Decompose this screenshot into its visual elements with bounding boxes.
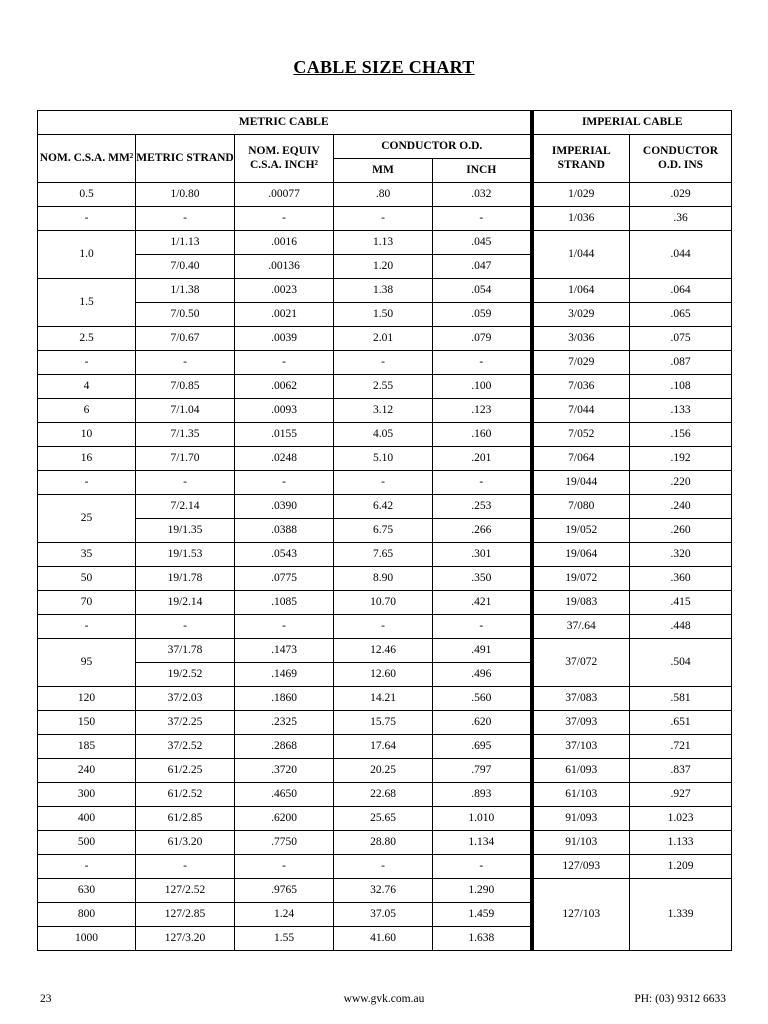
- table-row: [38, 423, 732, 447]
- conductor-inch-cell: .301: [433, 543, 532, 567]
- imperial-strand-cell: 61/103: [532, 783, 630, 807]
- metric-strand-cell: 61/2.25: [136, 759, 235, 783]
- conductor-inch-cell: -: [433, 615, 532, 639]
- imperial-strand-cell: 3/029: [532, 303, 630, 327]
- nom-csa-cell: 4: [38, 375, 136, 399]
- conductor-mm-cell: -: [334, 471, 433, 495]
- table-row: [38, 351, 732, 375]
- imperial-strand-cell: 127/103: [532, 879, 630, 951]
- conductor-od-ins-cell: .927: [630, 783, 732, 807]
- table-row: [38, 183, 732, 207]
- table-row: [38, 711, 732, 735]
- metric-strand-cell: 7/2.14: [136, 495, 235, 519]
- nom-csa-cell: 120: [38, 687, 136, 711]
- conductor-mm-cell: -: [334, 855, 433, 879]
- nom-csa-cell: 25: [38, 495, 136, 543]
- metric-strand-cell: 19/2.14: [136, 591, 235, 615]
- conductor-od-ins-cell: .360: [630, 567, 732, 591]
- nom-csa-cell: 240: [38, 759, 136, 783]
- metric-strand-cell: 127/2.52: [136, 879, 235, 903]
- table-row: [38, 639, 732, 663]
- conductor-od-ins-cell: .044: [630, 231, 732, 279]
- nom-equiv-cell: .4650: [235, 783, 334, 807]
- imperial-strand-cell: 19/052: [532, 519, 630, 543]
- nom-csa-cell: 2.5: [38, 327, 136, 351]
- conductor-mm-cell: 17.64: [334, 735, 433, 759]
- table-row: [38, 759, 732, 783]
- conductor-inch-cell: -: [433, 471, 532, 495]
- imperial-strand-cell: 7/080: [532, 495, 630, 519]
- metric-strand-cell: 7/0.67: [136, 327, 235, 351]
- nom-equiv-cell: -: [235, 855, 334, 879]
- nom-equiv-cell: .2868: [235, 735, 334, 759]
- nom-equiv-cell: .9765: [235, 879, 334, 903]
- nom-equiv-cell: .0023: [235, 279, 334, 303]
- conductor-od-ins-cell: .133: [630, 399, 732, 423]
- page-title: CABLE SIZE CHART: [293, 57, 475, 77]
- conductor-inch-cell: .123: [433, 399, 532, 423]
- nom-equiv-cell: -: [235, 351, 334, 375]
- table-row: [38, 543, 732, 567]
- nom-equiv-cell: .0016: [235, 231, 334, 255]
- conductor-mm-cell: 22.68: [334, 783, 433, 807]
- nom-equiv-cell: .1473: [235, 639, 334, 663]
- nom-csa-cell: 630: [38, 879, 136, 903]
- nom-equiv-cell: .7750: [235, 831, 334, 855]
- conductor-od-ins-cell: .504: [630, 639, 732, 687]
- nom-equiv-cell: 1.55: [235, 927, 334, 951]
- conductor-od-ins-cell: .156: [630, 423, 732, 447]
- phone-number: PH: (03) 9312 6633: [634, 993, 726, 1005]
- conductor-od-ins-cell: .240: [630, 495, 732, 519]
- table-row: [38, 375, 732, 399]
- imperial-strand-cell: 1/044: [532, 231, 630, 279]
- imperial-strand-cell: 37/.64: [532, 615, 630, 639]
- conductor-od-ins-cell: .721: [630, 735, 732, 759]
- nom-equiv-cell: -: [235, 471, 334, 495]
- table-row: [38, 735, 732, 759]
- metric-strand-cell: 19/1.35: [136, 519, 235, 543]
- nom-equiv-cell: .0775: [235, 567, 334, 591]
- conductor-inch-cell: 1.134: [433, 831, 532, 855]
- table-row: [38, 495, 732, 519]
- nom-csa-cell: 70: [38, 591, 136, 615]
- metric-strand-cell: -: [136, 351, 235, 375]
- conductor-od-ins-cell: .260: [630, 519, 732, 543]
- imperial-strand-cell: 1/029: [532, 183, 630, 207]
- nom-equiv-cell: .6200: [235, 807, 334, 831]
- conductor-mm-cell: 8.90: [334, 567, 433, 591]
- conductor-mm-cell: 12.60: [334, 663, 433, 687]
- metric-strand-cell: 7/1.04: [136, 399, 235, 423]
- conductor-inch-cell: .893: [433, 783, 532, 807]
- nom-csa-cell: 185: [38, 735, 136, 759]
- mm-header: MM: [334, 159, 433, 183]
- nom-csa-cell: -: [38, 207, 136, 231]
- nom-csa-cell: -: [38, 855, 136, 879]
- conductor-mm-cell: -: [334, 615, 433, 639]
- imperial-strand-cell: 91/093: [532, 807, 630, 831]
- table-body: [38, 183, 732, 951]
- conductor-inch-cell: .797: [433, 759, 532, 783]
- conductor-inch-cell: -: [433, 855, 532, 879]
- conductor-inch-cell: .100: [433, 375, 532, 399]
- nom-csa-cell: 0.5: [38, 183, 136, 207]
- conductor-od-ins-cell: .065: [630, 303, 732, 327]
- imperial-strand-cell: 19/083: [532, 591, 630, 615]
- conductor-od-ins-cell: .651: [630, 711, 732, 735]
- table-row: [38, 447, 732, 471]
- conductor-inch-cell: .491: [433, 639, 532, 663]
- conductor-od-ins-cell: .064: [630, 279, 732, 303]
- conductor-mm-cell: 2.55: [334, 375, 433, 399]
- imperial-cable-header: IMPERIAL CABLE: [532, 111, 732, 135]
- table-row: [38, 591, 732, 615]
- conductor-od-ins-cell: .581: [630, 687, 732, 711]
- metric-strand-cell: 7/1.35: [136, 423, 235, 447]
- table-row: [38, 687, 732, 711]
- metric-strand-cell: -: [136, 855, 235, 879]
- nom-csa-cell: 35: [38, 543, 136, 567]
- nom-equiv-cell: .0248: [235, 447, 334, 471]
- table-row: [38, 615, 732, 639]
- imperial-strand-cell: 1/064: [532, 279, 630, 303]
- conductor-mm-cell: 1.50: [334, 303, 433, 327]
- metric-strand-cell: 61/2.52: [136, 783, 235, 807]
- nom-csa-cell: 6: [38, 399, 136, 423]
- conductor-inch-cell: -: [433, 207, 532, 231]
- table-row: [38, 471, 732, 495]
- nom-equiv-cell: .0093: [235, 399, 334, 423]
- metric-strand-cell: 1/1.13: [136, 231, 235, 255]
- table-row: [38, 807, 732, 831]
- page-number: 23: [40, 993, 52, 1005]
- table-row: [38, 879, 732, 903]
- conductor-inch-cell: .160: [433, 423, 532, 447]
- imperial-strand-cell: 37/083: [532, 687, 630, 711]
- conductor-inch-cell: .201: [433, 447, 532, 471]
- metric-strand-cell: 37/1.78: [136, 639, 235, 663]
- conductor-inch-cell: .421: [433, 591, 532, 615]
- metric-strand-cell: 7/0.50: [136, 303, 235, 327]
- imperial-strand-cell: 19/072: [532, 567, 630, 591]
- conductor-od-ins-cell: .837: [630, 759, 732, 783]
- conductor-mm-cell: 6.42: [334, 495, 433, 519]
- conductor-inch-cell: -: [433, 351, 532, 375]
- nom-csa-cell: 10: [38, 423, 136, 447]
- imperial-strand-cell: 7/052: [532, 423, 630, 447]
- conductor-mm-cell: 4.05: [334, 423, 433, 447]
- nom-equiv-cell: -: [235, 207, 334, 231]
- nom-equiv-cell: .0543: [235, 543, 334, 567]
- conductor-mm-cell: 32.76: [334, 879, 433, 903]
- table-row: [38, 831, 732, 855]
- conductor-mm-cell: 10.70: [334, 591, 433, 615]
- imperial-strand-cell: 7/044: [532, 399, 630, 423]
- nom-csa-cell: 1.5: [38, 279, 136, 327]
- conductor-mm-cell: 6.75: [334, 519, 433, 543]
- conductor-od-ins-cell: .029: [630, 183, 732, 207]
- nom-csa-cell: 500: [38, 831, 136, 855]
- conductor-inch-cell: .054: [433, 279, 532, 303]
- conductor-od-ins-cell: .108: [630, 375, 732, 399]
- nom-equiv-cell: .0155: [235, 423, 334, 447]
- conductor-inch-cell: .079: [433, 327, 532, 351]
- nom-csa-cell: -: [38, 471, 136, 495]
- conductor-mm-cell: 37.05: [334, 903, 433, 927]
- conductor-inch-cell: .253: [433, 495, 532, 519]
- imperial-strand-cell: 19/064: [532, 543, 630, 567]
- nom-csa-cell: 1000: [38, 927, 136, 951]
- conductor-od-ins-cell: .320: [630, 543, 732, 567]
- metric-strand-cell: 127/2.85: [136, 903, 235, 927]
- metric-strand-cell: 7/0.85: [136, 375, 235, 399]
- conductor-od-header: CONDUCTOR O.D.: [334, 135, 532, 159]
- imperial-strand-cell: 7/036: [532, 375, 630, 399]
- conductor-od-ins-cell: .087: [630, 351, 732, 375]
- conductor-inch-cell: 1.638: [433, 927, 532, 951]
- metric-strand-cell: 61/2.85: [136, 807, 235, 831]
- nom-equiv-cell: .3720: [235, 759, 334, 783]
- conductor-mm-cell: 28.80: [334, 831, 433, 855]
- conductor-mm-cell: 7.65: [334, 543, 433, 567]
- metric-strand-cell: 61/3.20: [136, 831, 235, 855]
- metric-strand-header: METRIC STRAND: [136, 135, 235, 183]
- conductor-inch-cell: 1.290: [433, 879, 532, 903]
- table-row: [38, 327, 732, 351]
- nom-csa-cell: 16: [38, 447, 136, 471]
- conductor-inch-cell: .059: [433, 303, 532, 327]
- table-row: [38, 519, 732, 543]
- nom-csa-cell: 150: [38, 711, 136, 735]
- nom-equiv-cell: .0062: [235, 375, 334, 399]
- nom-equiv-cell: .1085: [235, 591, 334, 615]
- nom-csa-cell: 1.0: [38, 231, 136, 279]
- imperial-strand-cell: 1/036: [532, 207, 630, 231]
- imperial-strand-cell: 37/093: [532, 711, 630, 735]
- conductor-mm-cell: 20.25: [334, 759, 433, 783]
- table-row: [38, 231, 732, 255]
- imperial-strand-cell: 37/072: [532, 639, 630, 687]
- metric-strand-cell: -: [136, 207, 235, 231]
- metric-cable-header: METRIC CABLE: [38, 111, 532, 135]
- nom-equiv-cell: .0390: [235, 495, 334, 519]
- metric-strand-cell: 7/0.40: [136, 255, 235, 279]
- conductor-mm-cell: -: [334, 207, 433, 231]
- conductor-od-ins-cell: .36: [630, 207, 732, 231]
- imperial-strand-cell: 37/103: [532, 735, 630, 759]
- metric-strand-cell: 19/2.52: [136, 663, 235, 687]
- conductor-inch-cell: .695: [433, 735, 532, 759]
- conductor-od-ins-cell: 1.133: [630, 831, 732, 855]
- metric-strand-cell: 37/2.25: [136, 711, 235, 735]
- conductor-mm-cell: 1.20: [334, 255, 433, 279]
- imperial-strand-cell: 19/044: [532, 471, 630, 495]
- imperial-strand-cell: 7/029: [532, 351, 630, 375]
- conductor-inch-cell: .045: [433, 231, 532, 255]
- table-row: [38, 279, 732, 303]
- conductor-inch-cell: .620: [433, 711, 532, 735]
- imperial-strand-cell: 127/093: [532, 855, 630, 879]
- nom-equiv-header: NOM. EQUIV C.S.A. INCH²: [235, 135, 334, 183]
- metric-strand-cell: -: [136, 471, 235, 495]
- conductor-inch-cell: .047: [433, 255, 532, 279]
- metric-strand-cell: 127/3.20: [136, 927, 235, 951]
- conductor-od-ins-cell: .075: [630, 327, 732, 351]
- conductor-od-ins-cell: .415: [630, 591, 732, 615]
- nom-csa-cell: 800: [38, 903, 136, 927]
- conductor-inch-cell: 1.010: [433, 807, 532, 831]
- imperial-strand-cell: 61/093: [532, 759, 630, 783]
- table-row: [38, 783, 732, 807]
- conductor-inch-cell: .266: [433, 519, 532, 543]
- nom-csa-cell: -: [38, 615, 136, 639]
- conductor-mm-cell: 5.10: [334, 447, 433, 471]
- conductor-od-ins-cell: 1.023: [630, 807, 732, 831]
- nom-equiv-cell: .0388: [235, 519, 334, 543]
- nom-csa-cell: 300: [38, 783, 136, 807]
- nom-csa-cell: 95: [38, 639, 136, 687]
- conductor-inch-cell: .496: [433, 663, 532, 687]
- nom-equiv-cell: .0039: [235, 327, 334, 351]
- nom-csa-cell: 400: [38, 807, 136, 831]
- nom-equiv-cell: .0021: [235, 303, 334, 327]
- conductor-mm-cell: 12.46: [334, 639, 433, 663]
- conductor-od-ins-cell: 1.209: [630, 855, 732, 879]
- conductor-inch-cell: .560: [433, 687, 532, 711]
- metric-strand-cell: 37/2.03: [136, 687, 235, 711]
- metric-strand-cell: -: [136, 615, 235, 639]
- nom-equiv-cell: .00136: [235, 255, 334, 279]
- metric-strand-cell: 19/1.78: [136, 567, 235, 591]
- conductor-mm-cell: 14.21: [334, 687, 433, 711]
- conductor-mm-cell: 15.75: [334, 711, 433, 735]
- cable-size-table: [37, 110, 732, 951]
- nom-equiv-cell: 1.24: [235, 903, 334, 927]
- nom-equiv-cell: .1860: [235, 687, 334, 711]
- table-row: [38, 855, 732, 879]
- table-row: [38, 399, 732, 423]
- nom-csa-cell: -: [38, 351, 136, 375]
- conductor-mm-cell: .80: [334, 183, 433, 207]
- conductor-od-ins-cell: .448: [630, 615, 732, 639]
- metric-strand-cell: 37/2.52: [136, 735, 235, 759]
- conductor-mm-cell: 3.12: [334, 399, 433, 423]
- conductor-od-ins-cell: .220: [630, 471, 732, 495]
- imperial-strand-cell: 7/064: [532, 447, 630, 471]
- website-link[interactable]: www.gvk.com.au: [343, 993, 425, 1005]
- imperial-strand-header: IMPERIAL STRAND: [532, 135, 630, 183]
- conductor-od-ins-cell: 1.339: [630, 879, 732, 951]
- nom-equiv-cell: .2325: [235, 711, 334, 735]
- nom-csa-header: NOM. C.S.A. MM²: [38, 135, 136, 183]
- imperial-strand-cell: 91/103: [532, 831, 630, 855]
- metric-strand-cell: 7/1.70: [136, 447, 235, 471]
- conductor-od-ins-cell: .192: [630, 447, 732, 471]
- table-row: [38, 303, 732, 327]
- nom-equiv-cell: -: [235, 615, 334, 639]
- metric-strand-cell: 19/1.53: [136, 543, 235, 567]
- conductor-mm-cell: 2.01: [334, 327, 433, 351]
- nom-equiv-cell: .1469: [235, 663, 334, 687]
- imperial-strand-cell: 3/036: [532, 327, 630, 351]
- nom-csa-cell: 50: [38, 567, 136, 591]
- conductor-mm-cell: 1.13: [334, 231, 433, 255]
- conductor-inch-cell: .350: [433, 567, 532, 591]
- conductor-mm-cell: 25.65: [334, 807, 433, 831]
- conductor-mm-cell: -: [334, 351, 433, 375]
- conductor-inch-cell: 1.459: [433, 903, 532, 927]
- conductor-mm-cell: 41.60: [334, 927, 433, 951]
- table-row: [38, 207, 732, 231]
- conductor-inch-cell: .032: [433, 183, 532, 207]
- inch-header: INCH: [433, 159, 532, 183]
- conductor-mm-cell: 1.38: [334, 279, 433, 303]
- table-row: [38, 567, 732, 591]
- nom-equiv-cell: .00077: [235, 183, 334, 207]
- metric-strand-cell: 1/1.38: [136, 279, 235, 303]
- conductor-od-ins-header: CONDUCTOR O.D. INS: [630, 135, 732, 183]
- metric-strand-cell: 1/0.80: [136, 183, 235, 207]
